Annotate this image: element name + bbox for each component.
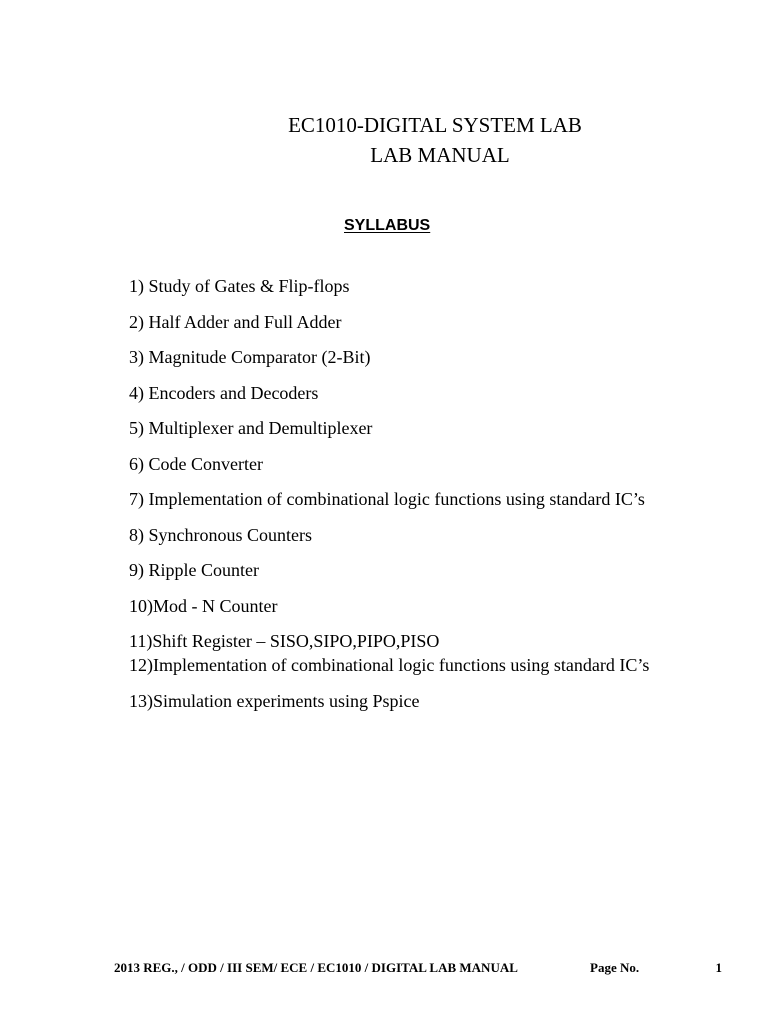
footer-page-label: Page No. <box>590 960 640 975</box>
list-item: 13)Simulation experiments using Pspice <box>129 690 420 711</box>
document-title: EC1010-DIGITAL SYSTEM LAB <box>288 113 582 137</box>
section-heading: SYLLABUS <box>344 217 431 234</box>
list-item: 4) Encoders and Decoders <box>129 382 319 403</box>
syllabus-list <box>129 275 749 713</box>
title-block <box>0 110 768 170</box>
list-item: 8) Synchronous Counters <box>129 524 312 545</box>
list-item: 10)Mod - N Counter <box>129 595 278 616</box>
list-item: 9) Ripple Counter <box>129 560 259 580</box>
list-item: 11)Shift Register – SISO,SIPO,PIPO,PISO <box>129 631 440 651</box>
list-item: 3) Magnitude Comparator (2-Bit) <box>129 347 371 367</box>
list-item: 1) Study of Gates & Flip-flops <box>129 276 350 296</box>
list-item: 6) Code Converter <box>129 453 263 474</box>
footer-page-number: 1 <box>715 960 722 975</box>
list-item: 12)Implementation of combinational logic functions using standard IC’s <box>129 655 650 675</box>
list-item: 5) Multiplexer and Demultiplexer <box>129 418 373 438</box>
document-subtitle: LAB MANUAL <box>370 143 510 167</box>
footer-text: 2013 REG., / ODD / III SEM/ ECE / EC1010 / DIGITAL LAB MANUAL <box>114 960 518 975</box>
list-item: 7) Implementation of combinational logic functions using standard IC’s <box>129 489 645 509</box>
list-item: 2) Half Adder and Full Adder <box>129 311 342 332</box>
